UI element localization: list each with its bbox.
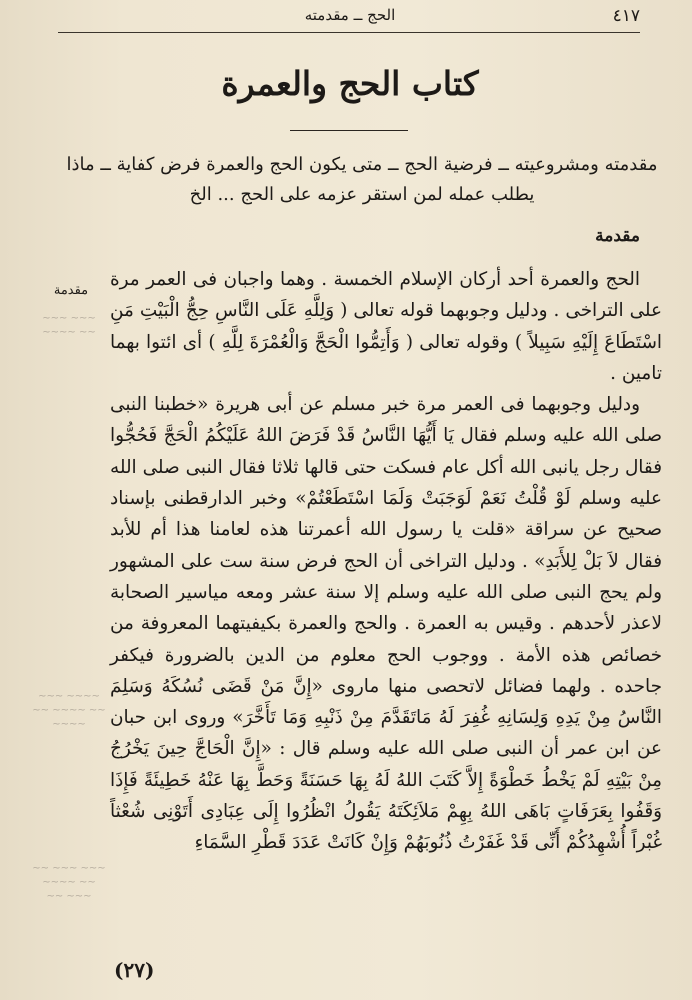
- title-divider: [290, 130, 408, 131]
- pencil-annotation: ~~~ ~~~ ~~ ~~~~: [42, 313, 96, 338]
- pencil-annotation: ~~~ ~~~ ~~ ~~ ~~~~ ~~~ ~~: [32, 863, 106, 902]
- page-number: ٤١٧: [612, 6, 640, 26]
- header-rule: [58, 32, 640, 33]
- pencil-annotation: ~~~~ ~~~ ~~ ~~~~ ~~ ~~~~: [32, 691, 106, 730]
- body-paragraph: الحج والعمرة أحد أركان الإسلام الخمسة . وهما واجبان فى العمر مرة على التراخى . ودليل وجوبهما قوله تعالى ( وَلِلَّهِ عَلَى النَّاسِ حِجُّ الْبَيْتِ مَنِ اسْتَطَاعَ إِلَيْهِ سَبِيلاً ) وقوله تعالى ( وَأَتِمُّوا الْحَجَّ وَالْعُمْرَةَ لِلَّهِ ) أى ائتوا بهما تامين .: [110, 269, 662, 384]
- margin-label: مقدمة: [53, 283, 89, 298]
- body-paragraph: ودليل وجوبهما فى العمر مرة خبر مسلم عن أبى هريرة «خطبنا النبى صلى الله عليه وسلم فقال يَا أَيُّهَا النَّاسُ قَدْ فَرَضَ اللهُ عَلَيْكُمُ الْحَجَّ فَحُجُّوا فقال رجل يانبى الله أكل عام فسكت حتى قالها ثلاثا فقال النبى صلى الله عليه وسلم لَوْ قُلْتُ نَعَمْ لَوَجَبَتْ وَلَمَا اسْتَطَعْتُمْ» وخبر الدارقطنى بإسناد صحيح عن سراقة «قلت يا رسول الله أعمرتنا هذه لعامنا هذا أم للأبد فقال لاَ بَلْ لِلأَبَدِ» . ودليل التراخى أن الحج فرض سنة ست على المشهور ولم يحج النبى صلى الله عليه وسلم إلا سنة عشر ومعه مياسير الصحابة لاعذر لأحدهم . وقيس به العمرة . والحج والعمرة بكيفيتهما المعروفة من خصائص هذه الأمة . ووجوب الحج معلوم من الدين بالضرورة فيكفر جاحده . ولهما فضائل لاتحصى منها ماروى «إِنَّ مَنْ قَضَى نُسُكَهُ وَسَلِمَ النَّاسُ مِنْ يَدِهِ وَلِسَانِهِ غُفِرَ لَهُ مَاتَقَدَّمَ مِنْ ذَنْبِهِ وَمَا تَأَخَّرَ» وروى ابن حبان عن ابن عمر أن النبى صلى الله عليه وسلم قال : «إِنَّ الْحَاجَّ حِينَ يَخْرُجُ مِنْ بَيْتِهِ لَمْ يَخْطُ خَطْوَةً إِلاَّ كَتَبَ اللهُ لَهُ بِهَا حَسَنَةً وَحَطَّ بِهَا عَنْهُ خَطِيئَةً فَإِذَا وَقَفُوا بِعَرَفَاتٍ بَاهَى اللهُ بِهِمْ مَلاَئِكَتَهُ يَقُولُ انْظُرُوا إِلَى عِبَادِى أَتَوْنِى شُعْثاً غُبْراً أُشْهِدُكُمْ أَنِّى قَدْ غَفَرْتُ ذُنُوبَهُمْ وَإِنْ كَانَتْ عَدَدَ قَطْرِ السَّمَاءِ: [110, 394, 662, 854]
- section-subheading: مقدمة: [595, 226, 640, 246]
- body-text: [110, 264, 662, 859]
- signature-mark: (٢٧): [114, 958, 155, 982]
- running-header: [0, 4, 692, 30]
- running-title: الحج ــ مقدمته: [304, 6, 396, 24]
- chapter-summary: مقدمته ومشروعيته ــ فرضية الحج ــ متى يكون الحج والعمرة فرض كفاية ــ ماذا يطلب عمله لمن استقر عزمه على الحج ... الخ: [66, 154, 658, 205]
- chapter-title: كتاب الحج والعمرة: [221, 64, 479, 103]
